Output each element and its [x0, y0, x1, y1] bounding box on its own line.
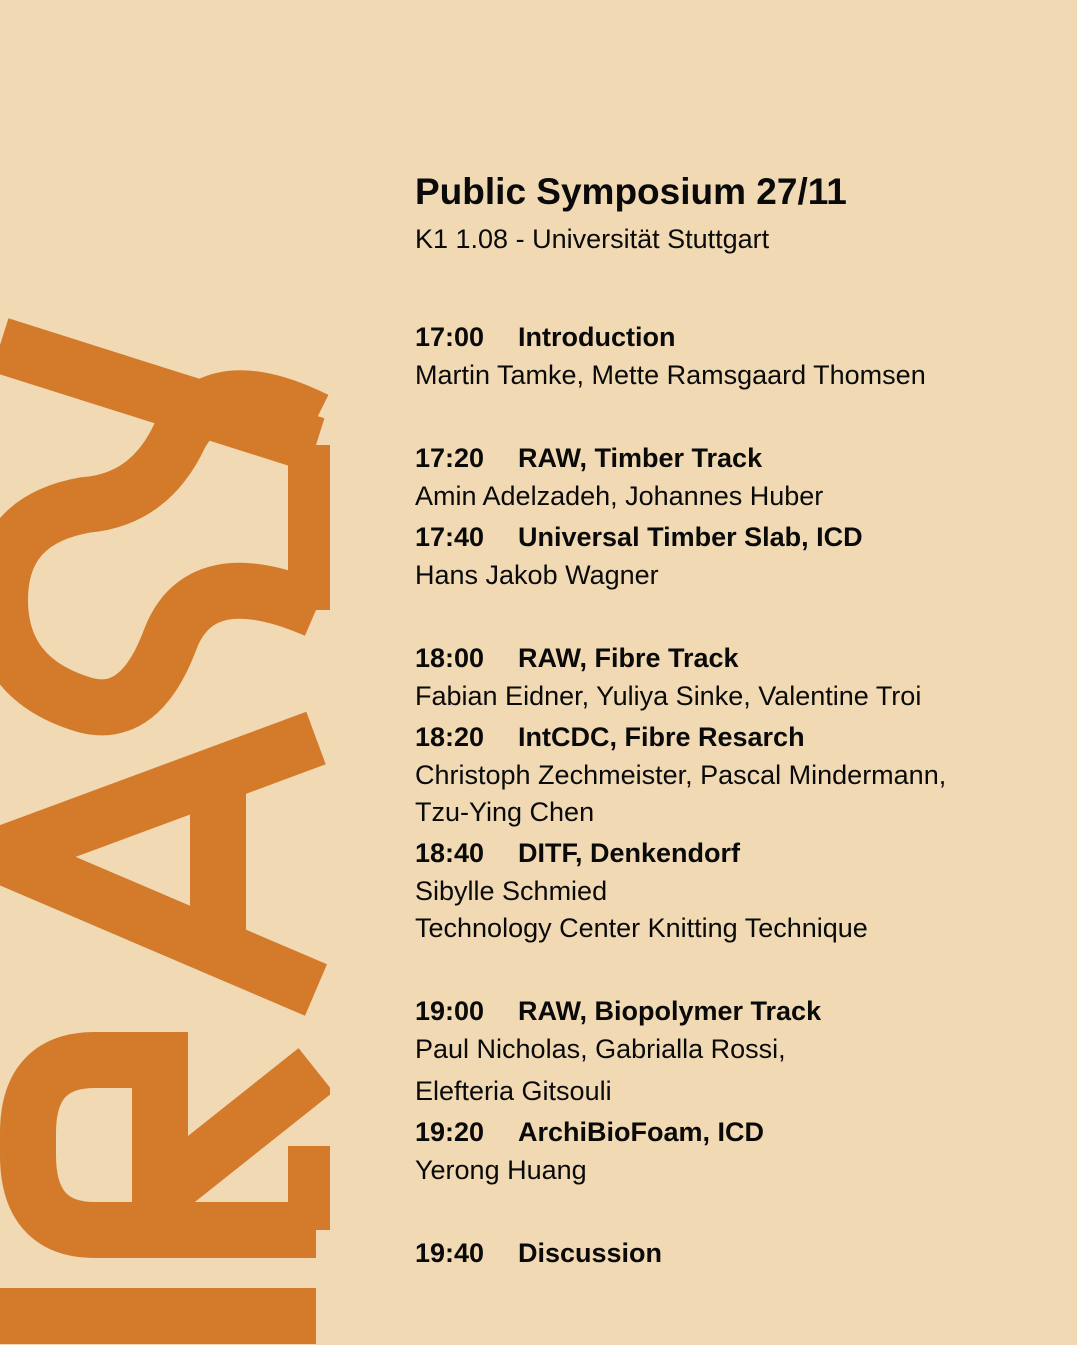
- session-title: RAW, Biopolymer Track: [518, 996, 822, 1026]
- session-time: 19:20: [415, 1117, 485, 1147]
- session-speakers: Tzu-Ying Chen: [415, 797, 595, 827]
- session-title: IntCDC, Fibre Resarch: [518, 722, 805, 752]
- session-header: [415, 994, 821, 1028]
- venue-subtitle: K1 1.08 - Universität Stuttgart: [415, 224, 770, 254]
- session-time: 19:40: [415, 1238, 485, 1268]
- raw-logo-graphic: [0, 0, 330, 1345]
- session-time: 17:00: [415, 322, 485, 352]
- session-time: 17:40: [415, 522, 485, 552]
- session-speakers: Amin Adelzadeh, Johannes Huber: [415, 481, 824, 511]
- session-speakers: Fabian Eidner, Yuliya Sinke, Valentine Troi: [415, 681, 922, 711]
- session-title: ArchiBioFoam, ICD: [518, 1117, 765, 1147]
- logo-letter-w: [0, 345, 316, 707]
- session-header: [415, 520, 863, 554]
- session-title: RAW, Fibre Track: [518, 643, 739, 673]
- session-time: 17:20: [415, 443, 485, 473]
- session-time: 18:40: [415, 838, 485, 868]
- session-speakers: Martin Tamke, Mette Ramsgaard Thomsen: [415, 360, 926, 390]
- logo-letter-r: [0, 1060, 316, 1316]
- session-time: 18:20: [415, 722, 485, 752]
- session-header: [415, 720, 805, 754]
- session-affiliation: Technology Center Knitting Technique: [415, 913, 868, 943]
- session-speakers: Christoph Zechmeister, Pascal Mindermann,: [415, 760, 947, 790]
- page-title: Public Symposium 27/11: [415, 171, 847, 212]
- session-header: [415, 1236, 662, 1270]
- session-title: Discussion: [518, 1238, 663, 1268]
- session-speakers: Hans Jakob Wagner: [415, 560, 659, 590]
- session-time: 18:00: [415, 643, 485, 673]
- session-speakers: Paul Nicholas, Gabrialla Rossi,: [415, 1034, 786, 1064]
- session-header: [415, 1115, 764, 1149]
- session-title: Universal Timber Slab, ICD: [518, 522, 863, 552]
- session-header: [415, 441, 762, 475]
- session-title: Introduction: [518, 322, 676, 352]
- session-speakers: Elefteria Gitsouli: [415, 1076, 612, 1106]
- session-title: RAW, Timber Track: [518, 443, 763, 473]
- session-speakers: Yerong Huang: [415, 1155, 587, 1185]
- raw-logo: [0, 0, 330, 1345]
- logo-letter-a: [0, 738, 316, 990]
- session-time: 19:00: [415, 996, 485, 1026]
- session-header: [415, 836, 740, 870]
- session-header: [415, 320, 675, 354]
- session-header: [415, 641, 739, 675]
- session-title: DITF, Denkendorf: [518, 838, 741, 868]
- session-speakers: Sibylle Schmied: [415, 876, 608, 906]
